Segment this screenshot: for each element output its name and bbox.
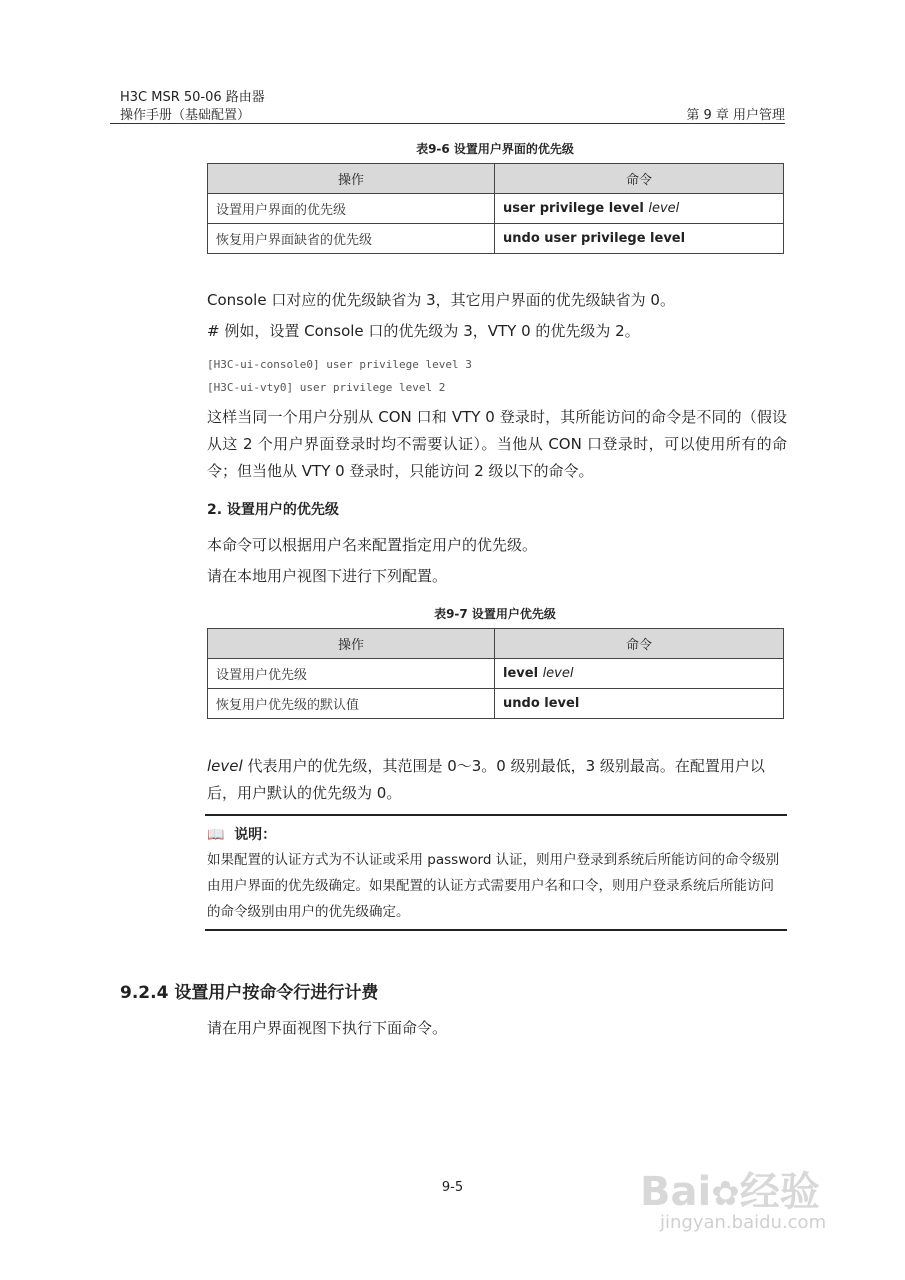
header-manual: 操作手册（基础配置） bbox=[120, 108, 251, 123]
cmd-cell: undo user privilege level bbox=[495, 224, 784, 254]
header-product: H3C MSR 50-06 路由器 bbox=[120, 90, 265, 105]
section-heading: 9.2.4 设置用户按命令行进行计费 bbox=[120, 983, 379, 1003]
table-user-interface-priority bbox=[207, 163, 784, 254]
baidu-watermark-logo: Bai✿经验 bbox=[640, 1169, 820, 1215]
op-cell: 设置用户优先级 bbox=[208, 659, 495, 689]
subheading: 2. 设置用户的优先级 bbox=[207, 502, 339, 518]
paragraph: Console 口对应的优先级缺省为 3，其它用户界面的优先级缺省为 0。 bbox=[207, 291, 675, 309]
header-chapter: 第 9 章 用户管理 bbox=[686, 108, 785, 123]
table-row bbox=[208, 689, 784, 719]
page-number: 9-5 bbox=[441, 1180, 464, 1195]
cmd-cell: level level bbox=[495, 659, 784, 689]
cmd-cell: undo level bbox=[495, 689, 784, 719]
table-user-priority bbox=[207, 628, 784, 719]
table-caption: 表9-7 设置用户优先级 bbox=[434, 607, 556, 621]
book-icon: 📖 bbox=[207, 827, 225, 843]
column-header: 命令 bbox=[495, 629, 784, 659]
code-line: [H3C-ui-vty0] user privilege level 2 bbox=[207, 381, 446, 394]
paragraph: level 代表用户的优先级，其范围是 0～3。0 级别最低，3 级别最高。在配置用户以后，用户默认的优先级为 0。 bbox=[207, 757, 765, 802]
column-header: 操作 bbox=[208, 629, 495, 659]
note-bottom-rule bbox=[205, 929, 787, 931]
header-rule bbox=[110, 123, 785, 124]
paragraph: # 例如，设置 Console 口的优先级为 3，VTY 0 的优先级为 2。 bbox=[207, 322, 640, 340]
baidu-watermark-url: jingyan.baidu.com bbox=[660, 1212, 827, 1233]
code-line: [H3C-ui-console0] user privilege level 3 bbox=[207, 358, 472, 371]
paragraph: 这样当同一个用户分别从 CON 口和 VTY 0 登录时，其所能访问的命令是不同的（假设从这 2 个用户界面登录时均不需要认证）。当他从 CON 口登录时，可以使用所有的命令；但当他从 VTY 0 登录时，只能访问 2 级以下的命令。 bbox=[207, 408, 787, 480]
note-top-rule bbox=[205, 814, 787, 816]
table-row bbox=[208, 659, 784, 689]
table-caption: 表9-6 设置用户界面的优先级 bbox=[416, 142, 574, 156]
op-cell: 恢复用户界面缺省的优先级 bbox=[208, 224, 495, 254]
op-cell: 恢复用户优先级的默认值 bbox=[208, 689, 495, 719]
table-row bbox=[208, 224, 784, 254]
column-header: 操作 bbox=[208, 164, 495, 194]
note-text: 如果配置的认证方式为不认证或采用 password 认证，则用户登录到系统后所能访问的命令级别由用户界面的优先级确定。如果配置的认证方式需要用户名和口令，则用户登录系统后所能访问的命令级别由用户的优先级确定。 bbox=[207, 852, 780, 920]
cmd-cell: user privilege level level bbox=[495, 194, 784, 224]
op-cell: 设置用户界面的优先级 bbox=[208, 194, 495, 224]
column-header: 命令 bbox=[495, 164, 784, 194]
paragraph: 请在用户界面视图下执行下面命令。 bbox=[207, 1019, 448, 1037]
note-title: 📖 说明： bbox=[207, 827, 277, 843]
paragraph: 请在本地用户视图下进行下列配置。 bbox=[207, 567, 448, 585]
paragraph: 本命令可以根据用户名来配置指定用户的优先级。 bbox=[207, 536, 538, 554]
table-row bbox=[208, 194, 784, 224]
